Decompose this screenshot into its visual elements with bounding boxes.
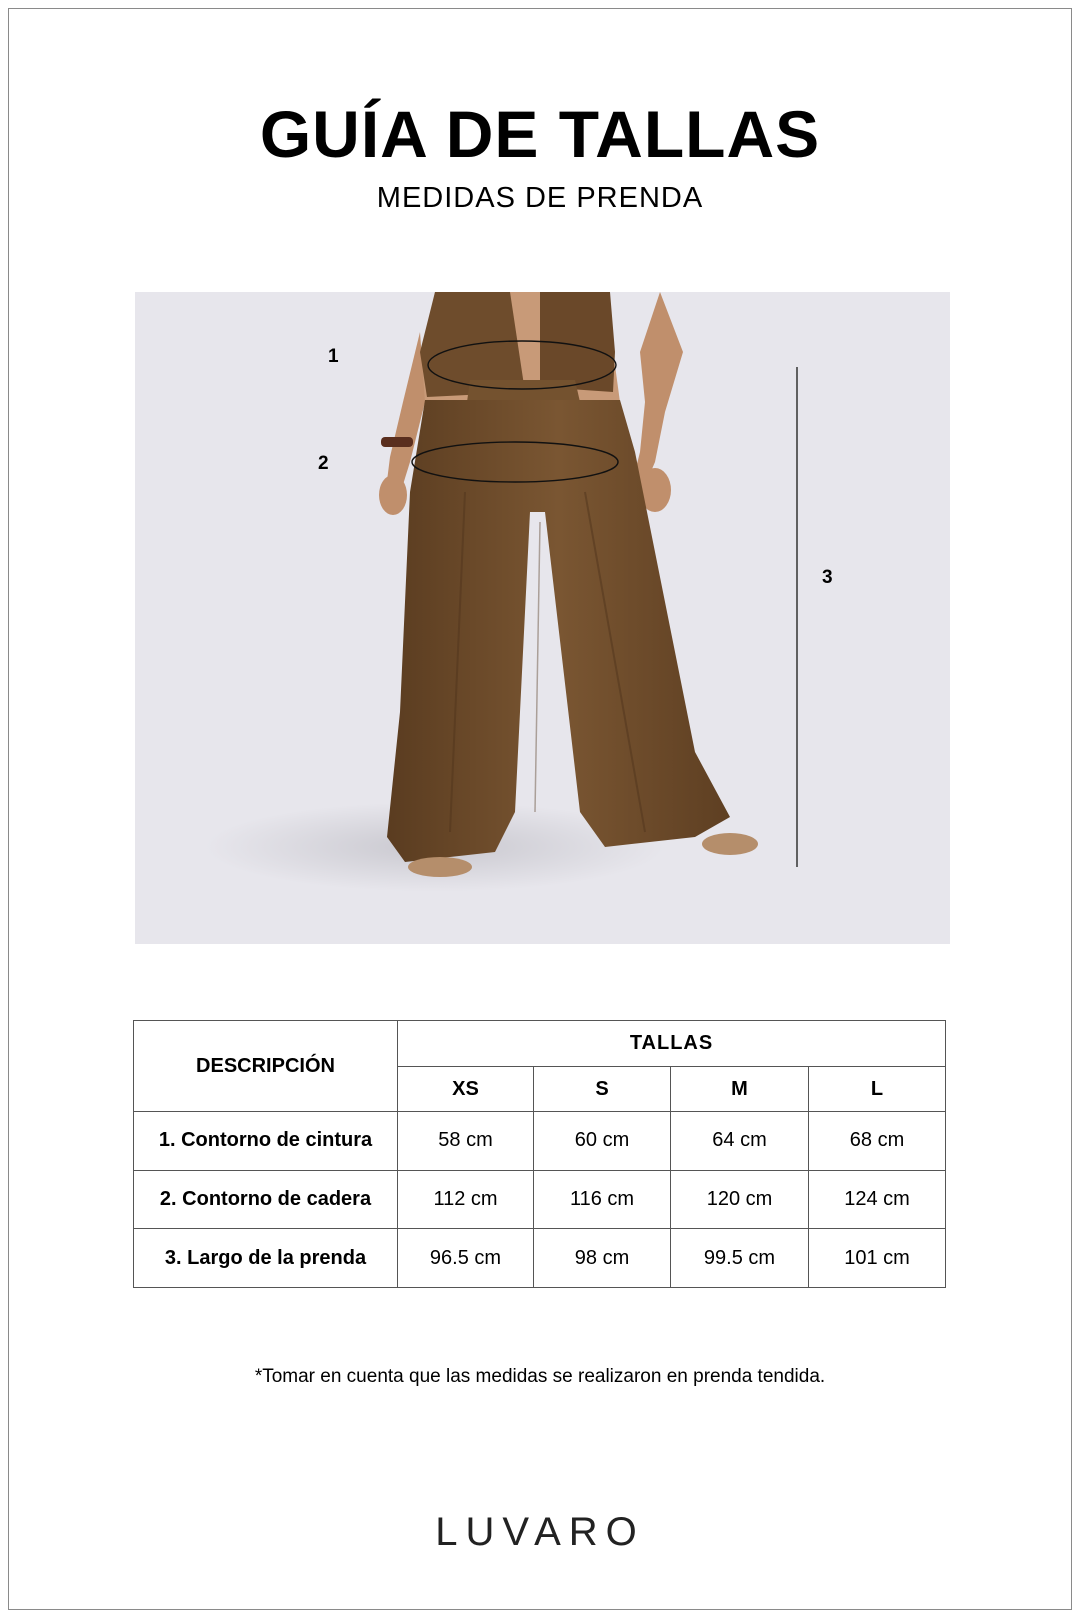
product-photo: [135, 292, 950, 944]
marker-length: 3: [822, 567, 833, 588]
cell-waist-xs: 58 cm: [398, 1112, 534, 1171]
cell-waist-m: 64 cm: [671, 1112, 809, 1171]
cell-length-m: 99.5 cm: [671, 1229, 809, 1288]
cell-waist-l: 68 cm: [809, 1112, 946, 1171]
right-arm: [630, 292, 683, 497]
cell-waist-s: 60 cm: [534, 1112, 671, 1171]
description-header: DESCRIPCIÓN: [134, 1021, 398, 1112]
size-s-header: S: [534, 1067, 671, 1112]
trousers-illustration: [135, 292, 950, 944]
bracelet: [381, 437, 413, 447]
row-label-length: 3. Largo de la prenda: [134, 1229, 398, 1288]
marker-waist: 1: [328, 346, 339, 367]
size-table: [133, 1020, 946, 1288]
left-hand: [379, 475, 407, 515]
cell-hip-m: 120 cm: [671, 1170, 809, 1229]
page-title: GUÍA DE TALLAS: [259, 97, 821, 171]
size-l-header: L: [809, 1067, 946, 1112]
row-label-hip: 2. Contorno de cadera: [134, 1170, 398, 1229]
table-row: [134, 1229, 946, 1288]
size-xs-header: XS: [398, 1067, 534, 1112]
cell-hip-l: 124 cm: [809, 1170, 946, 1229]
row-label-waist: 1. Contorno de cintura: [134, 1112, 398, 1171]
page-subtitle: MEDIDAS DE PRENDA: [376, 182, 704, 214]
size-m-header: M: [671, 1067, 809, 1112]
trousers: [387, 400, 730, 862]
table-row: [134, 1170, 946, 1229]
brand-logo: LUVARO: [435, 1510, 645, 1554]
sizes-header: TALLAS: [398, 1021, 946, 1067]
left-sandal: [408, 857, 472, 877]
right-sandal: [702, 833, 758, 855]
cell-length-l: 101 cm: [809, 1229, 946, 1288]
marker-hip: 2: [318, 453, 329, 474]
cell-hip-s: 116 cm: [534, 1170, 671, 1229]
cell-hip-xs: 112 cm: [398, 1170, 534, 1229]
measurement-note: *Tomar en cuenta que las medidas se realizaron en prenda tendida.: [254, 1366, 826, 1387]
cell-length-xs: 96.5 cm: [398, 1229, 534, 1288]
cell-length-s: 98 cm: [534, 1229, 671, 1288]
table-row: [134, 1112, 946, 1171]
waistband: [467, 380, 580, 402]
